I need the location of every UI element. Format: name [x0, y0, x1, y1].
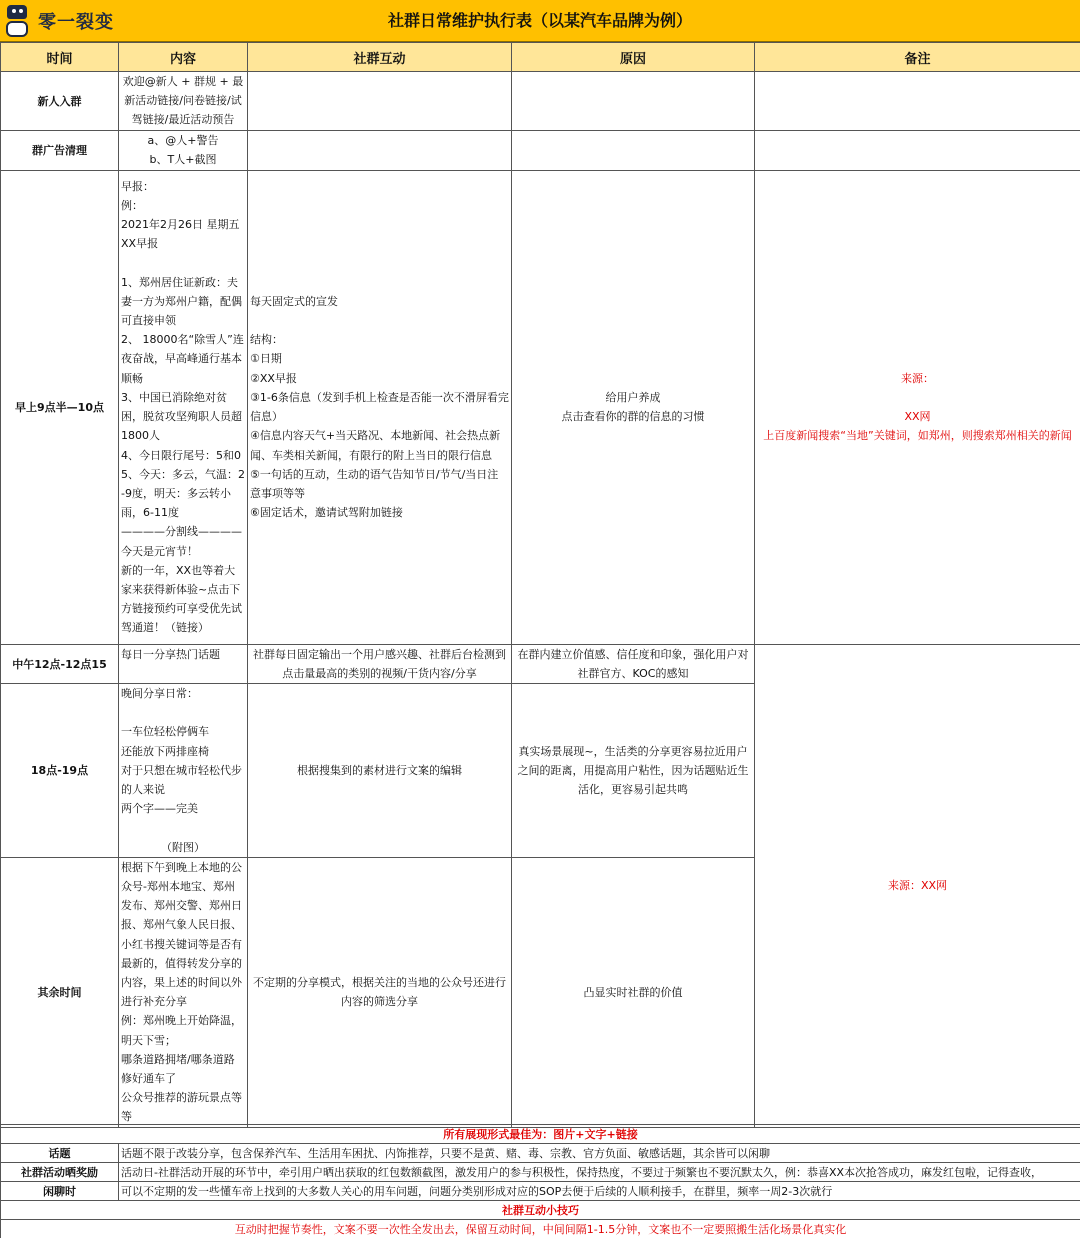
table-title: 社群日常维护执行表（以某汽车品牌为例）	[387, 11, 692, 30]
table-row	[1, 72, 1080, 131]
row-content: 早报： 例： 2021年2月26日 星期五 XX早报 1、郑州居住证新政：夫妻一方为郑州户籍，配偶可直接申领 2、 18000名“除雪人”连夜奋战，早高峰通行基本顺畅 3、中国已消除绝对贫困，脱贫攻坚殉职人员超1800人 4、今日限行尾号：5和0 5、今天：多云，气温：2-9度，明天：多云转小雨，6-11度 ————分割线———— 今天是元宵节！ 新的一年，XX也等着大家来获得新体验~点击下方链接预约可享受优先试驾通道！（链接）	[119, 170, 248, 644]
row-interaction: 社群每日固定输出一个用户感兴趣、社群后台检测到点击量最高的类别的视频/干货内容/分享	[248, 644, 512, 683]
header-reason: 原因	[512, 43, 755, 72]
row-note	[755, 130, 1080, 170]
header-interaction: 社群互动	[248, 43, 512, 72]
header-row	[1, 43, 1080, 72]
title-bar	[0, 0, 1080, 42]
robot-mascot-icon	[4, 4, 30, 38]
row-note-merged: 来源：XX网	[755, 644, 1080, 1127]
row-content: 晚间分享日常： 一车位轻松停俩车 还能放下两排座椅 对于只想在城市轻松代步的人来说 两个字——完美 （附图）	[119, 684, 248, 858]
row-time: 18点-19点	[1, 684, 119, 858]
row-interaction: 根据搜集到的素材进行文案的编辑	[248, 684, 512, 858]
table-row	[1, 1144, 1080, 1163]
row-content: 欢迎@新人 + 群规 + 最新活动链接/问卷链接/试驾链接/最近活动预告	[119, 72, 248, 131]
format-banner: 所有展现形式最佳为：图片+文字+链接	[1, 1125, 1080, 1144]
table-row	[1, 1182, 1080, 1201]
row-reason	[512, 130, 755, 170]
table-row	[1, 1125, 1080, 1144]
tips-table	[0, 1124, 1080, 1238]
row-reason	[512, 72, 755, 131]
row-content: 每日一分享热门话题	[119, 644, 248, 683]
tip-label: 话题	[1, 1144, 119, 1163]
row-note: 来源： XX网 上百度新闻搜索“当地”关键词，如郑州，则搜索郑州相关的新闻	[755, 170, 1080, 644]
row-time: 中午12点-12点15	[1, 644, 119, 683]
brand-name: 零一裂变	[38, 12, 114, 33]
row-content: a、@人+警告 b、T人+截图	[119, 130, 248, 170]
table-row	[1, 1201, 1080, 1220]
row-time: 新人入群	[1, 72, 119, 131]
table-row	[1, 170, 1080, 644]
tip-text: 可以不定期的发一些懂车帝上找到的大多数人关心的用车问题，问题分类别形成对应的SOP去便于后续的人顺利接手，在群里，频率一周2-3次就行	[119, 1182, 1080, 1201]
row-reason: 在群内建立价值感、信任度和印象，强化用户对社群官方、KOC的感知	[512, 644, 755, 683]
header-note: 备注	[755, 43, 1080, 72]
header-time: 时间	[1, 43, 119, 72]
row-time: 早上9点半—10点	[1, 170, 119, 644]
tips-banner: 社群互动小技巧	[1, 1201, 1080, 1220]
tip-text: 话题不限于改装分享，包含保养汽车、生活用车困扰、内饰推荐，只要不是黄、赌、毒、宗教、官方负面、敏感话题，其余皆可以闲聊	[119, 1144, 1080, 1163]
table-row	[1, 644, 1080, 683]
tip-text: 活动日-社群活动开展的环节中，牵引用户晒出获取的红包数额截图，激发用户的参与积极性，保持热度，不要过于频繁也不要沉默太久，例：恭喜XX本次抢答成功，麻发红包啦，记得查收，	[119, 1163, 1080, 1182]
tip-interaction-text: 互动时把握节奏性，文案不要一次性全发出去，保留互动时间，中间间隔1-1.5分钟，文案也不一定要照搬生活化场景化真实化	[1, 1220, 1080, 1238]
row-content: 根据下午到晚上本地的公众号-郑州本地宝、郑州发布、郑州交警、郑州日报、郑州气象人民日报、小红书搜关键词等是否有最新的，值得转发分享的内容，果上述的时间以外进行补充分享 例：郑州晚上开始降温，明天下雪； 哪条道路拥堵/哪条道路修好通车了 公众号推荐的游玩景点等等	[119, 857, 248, 1127]
header-content: 内容	[119, 43, 248, 72]
row-reason: 凸显实时社群的价值	[512, 857, 755, 1127]
schedule-table	[0, 42, 1080, 1128]
table-row	[1, 1163, 1080, 1182]
row-reason: 真实场景展现~，生活类的分享更容易拉近用户之间的距离，用提高用户粘性，因为话题贴近生活化，更容易引起共鸣	[512, 684, 755, 858]
row-interaction: 不定期的分享模式，根据关注的当地的公众号还进行内容的筛选分享	[248, 857, 512, 1127]
brand-logo	[4, 3, 114, 39]
row-time: 其余时间	[1, 857, 119, 1127]
row-reason: 给用户养成 点击查看你的群的信息的习惯	[512, 170, 755, 644]
table-row	[1, 1220, 1080, 1238]
row-interaction: 每天固定式的宣发 结构： ①日期 ②XX早报 ③1-6条信息（发到手机上检查是否能一次不滑屏看完信息） ④信息内容天气+当天路况、本地新闻、社会热点新闻、车类相关新闻，有限行的附上当日的限行信息 ⑤一句话的互动，生动的语气告知节日/节气/当日注意事项等等 ⑥固定话术，邀请试驾附加链接	[248, 170, 512, 644]
tip-label: 闲聊时	[1, 1182, 119, 1201]
table-row	[1, 130, 1080, 170]
row-interaction	[248, 130, 512, 170]
row-time: 群广告清理	[1, 130, 119, 170]
row-interaction	[248, 72, 512, 131]
tip-label: 社群活动晒奖励	[1, 1163, 119, 1182]
row-note	[755, 72, 1080, 131]
